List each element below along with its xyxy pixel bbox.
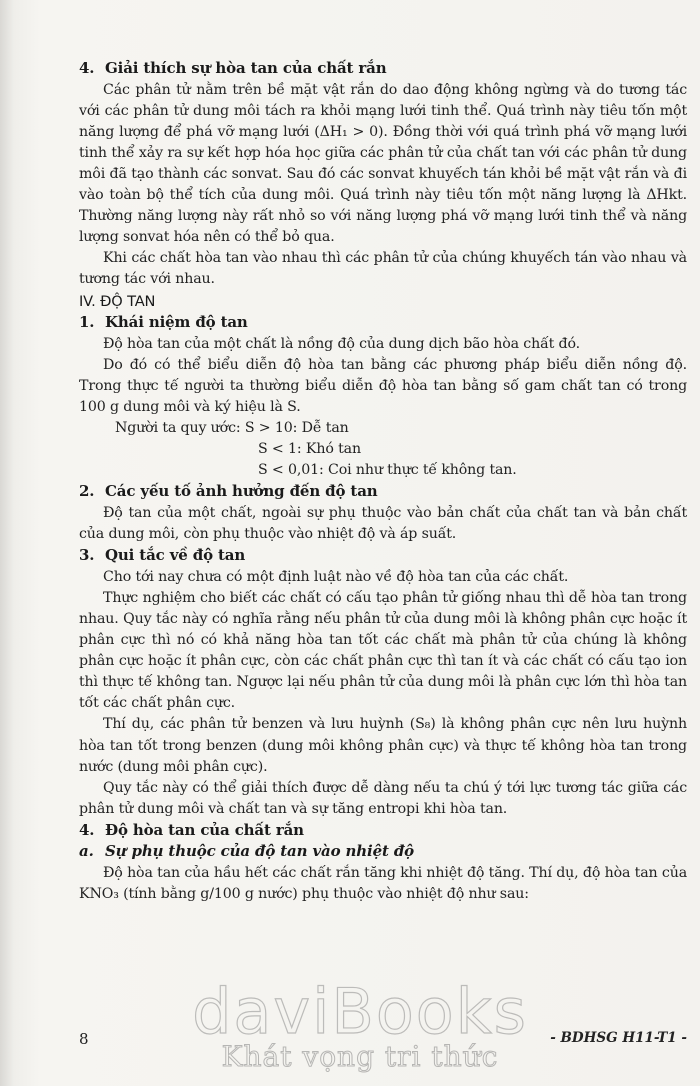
heading-factors: 2. Các yếu tố ảnh hưởng đến độ tan bbox=[79, 482, 378, 501]
paragraph: Độ hòa tan của một chất là nồng độ của dung dịch bão hòa chất đó. bbox=[103, 335, 580, 352]
paragraph: Độ tan của một chất, ngoài sự phụ thuộc vào bản chất của chất tan và bản chất của dung môi, còn phụ thuộc vào nhiệt độ và áp suất. bbox=[79, 504, 687, 543]
heading-section-iv: IV. ĐỘ TAN bbox=[79, 292, 156, 310]
page-number: 8 bbox=[79, 1030, 89, 1048]
paragraph: Độ hòa tan của hầu hết các chất rắn tăng khi nhiệt độ tăng. Thí dụ, độ hòa tan của KNO₃ (tính bằng g/100 g nước) phụ thuộc vào nhiệt độ như sau: bbox=[79, 865, 687, 903]
paragraph: Thí dụ, các phân tử benzen và lưu huỳnh (S₈) là không phân cực nên lưu huỳnh hòa tan tốt trong benzen (dung môi không phân cực) và thực tế không hòa tan trong nước (dung môi phân cực). bbox=[79, 716, 687, 775]
solubility-rule: Người ta quy ước: S > 10: Dễ tan bbox=[115, 420, 349, 437]
solubility-rule: S < 0,01: Coi như thực tế không tan. bbox=[258, 462, 517, 479]
heading-solubility-rules: 3. Qui tắc về độ tan bbox=[79, 546, 246, 565]
heading-temperature-dependence: a. Sự phụ thuộc của độ tan vào nhiệt độ bbox=[79, 842, 415, 861]
paragraph: Cho tới nay chưa có một định luật nào về độ hòa tan của các chất. bbox=[103, 568, 569, 585]
series-label: - BDHSG H11-T1 - bbox=[550, 1030, 687, 1046]
heading-solid-solubility: 4. Độ hòa tan của chất rắn bbox=[79, 820, 304, 839]
publisher-slogan: Khát vọng tri thức bbox=[221, 1040, 499, 1073]
paragraph: Do đó có thể biểu diễn độ hòa tan bằng các phương pháp biểu diễn nồng độ. Trong thực tế người ta thường biểu diễn độ hòa tan bằng số gam chất tan có trong 100 g dung môi và ký hiệu là S. bbox=[79, 356, 687, 415]
publisher-watermark: daviBooks bbox=[192, 975, 528, 1048]
page-footer bbox=[79, 1030, 687, 1054]
paragraph: Khi các chất hòa tan vào nhau thì các phân tử của chúng khuyếch tán vào nhau và tương tác với nhau. bbox=[79, 250, 687, 288]
paragraph: Quy tắc này có thể giải thích được dễ dàng nếu ta chú ý tới lực tương tác giữa các phân tử dung môi và chất tan và sự tăng entropi khi hòa tan. bbox=[79, 779, 687, 817]
heading-section-4: 4. Giải thích sự hòa tan của chất rắn bbox=[79, 59, 387, 77]
page-content bbox=[79, 58, 687, 905]
solubility-rule: S < 1: Khó tan bbox=[258, 441, 361, 458]
paragraph: Thực nghiệm cho biết các chất có cấu tạo phân tử giống nhau thì dễ hòa tan trong nhau. Quy tắc này có nghĩa rằng nếu phân tử của dung môi là không phân cực hoặc ít phân cực thì nó có khả năng hòa tan tốt các chất mà phân tử của chúng là không phân cực hoặc ít phân cực, còn các chất phân cực thì tan ít và các chất có cấu tạo ion thì thực tế không tan. Ngược lại nếu phân tử của dung môi là phân cực lớn thì hòa tan tốt các chất phân cực. bbox=[79, 589, 687, 712]
heading-solubility-concept: 1. Khái niệm độ tan bbox=[79, 313, 248, 332]
paragraph: Các phân tử nằm trên bề mặt vật rắn do dao động không ngừng và do tương tác với các phân tử dung môi tách ra khỏi mạng lưới tinh thể. Quá trình này tiêu tốn một năng lượng để phá vỡ mạng lưới (ΔH₁ > 0). Đồng thời với quá trình phá vỡ mạng lưới tinh thể xảy ra sự kết hợp hóa học giữa các phân tử của chất tan với các phân tử dung môi đã tạo thành các sonvat. Sau đó các sonvat khuyếch tán khỏi bề mặt vật rắn và đi vào toàn bộ thể tích của dung môi. Quá trình này tiêu tốn một năng lượng là ΔHkt. Thường năng lượng này rất nhỏ so với năng lượng phá vỡ mạng lưới tinh thể và năng lượng sonvat hóa nên có thể bỏ qua. bbox=[79, 81, 687, 246]
